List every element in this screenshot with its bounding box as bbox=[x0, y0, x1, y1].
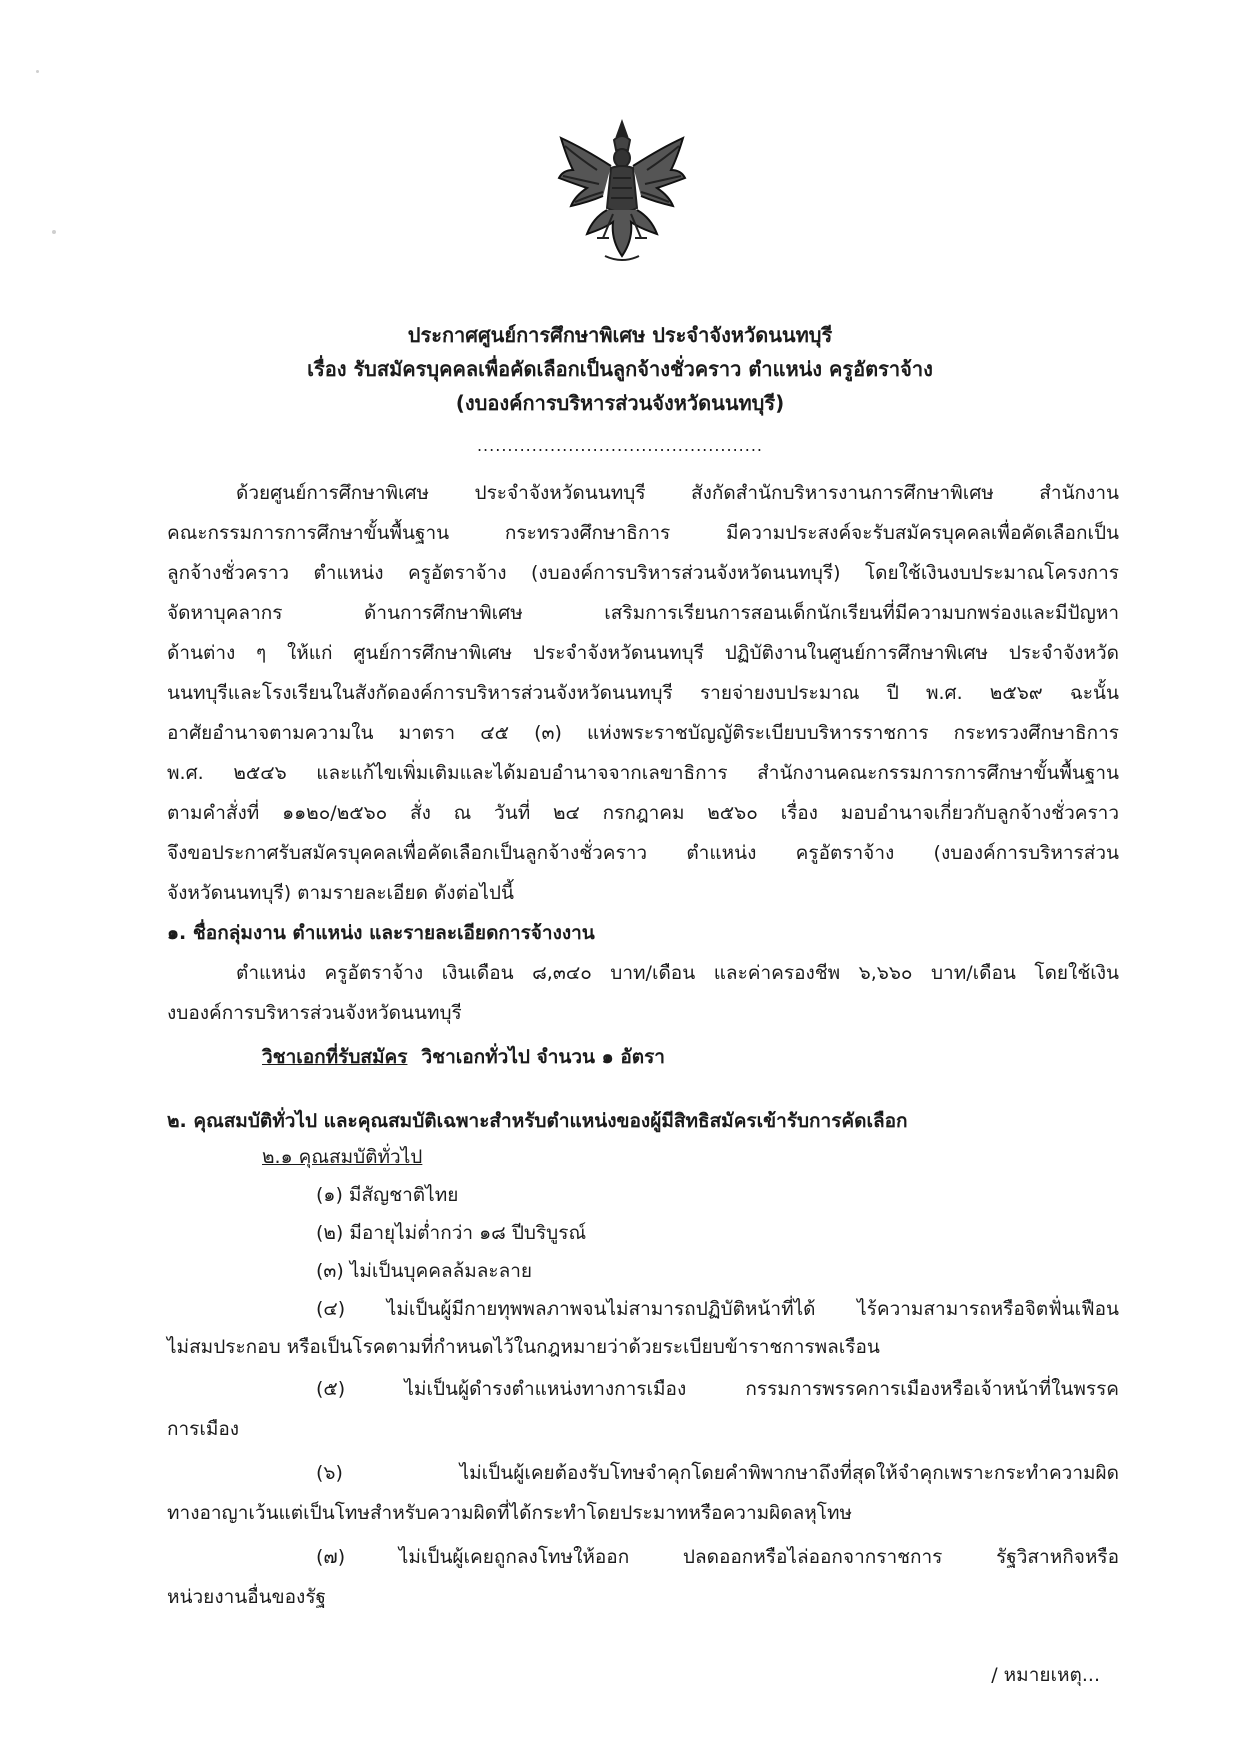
section1-salary-line: ตำแหน่ง ครูอัตราจ้าง เงินเดือน ๘,๓๔๐ บาท/เดือน และค่าครองชีพ ๖,๖๖๐ บาท/เดือน โดยใช้เงิน bbox=[236, 962, 1119, 984]
section1-budget-line: งบองค์การบริหารส่วนจังหวัดนนทบุรี bbox=[167, 1002, 462, 1024]
qualification-item-continued: ไม่สมประกอบ หรือเป็นโรคตามที่กำหนดไว้ในกฎหมายว่าด้วยระเบียบข้าราชการพลเรือน bbox=[167, 1336, 880, 1358]
subject-label: วิชาเอกที่รับสมัคร bbox=[262, 1046, 408, 1068]
section1-subject-row bbox=[262, 1040, 665, 1074]
intro-line: ด้วยศูนย์การศึกษาพิเศษ ประจำจังหวัดนนทบุรี สังกัดสำนักบริหารงานการศึกษาพิเศษ สำนักงาน bbox=[236, 482, 1119, 504]
title-separator: ............................................... bbox=[476, 436, 764, 455]
intro-line: พ.ศ. ๒๕๔๖ และแก้ไขเพิ่มเติมและได้มอบอำนาจจากเลขาธิการ สำนักงานคณะกรรมการการศึกษาขั้นพื้นฐาน bbox=[167, 762, 1119, 784]
intro-line: จึงขอประกาศรับสมัครบุคคลเพื่อคัดเลือกเป็นลูกจ้างชั่วคราว ตำแหน่ง ครูอัตราจ้าง (งบองค์การบริหารส่วน bbox=[167, 842, 1119, 864]
scan-speck bbox=[36, 70, 39, 73]
title-line-1: ประกาศศูนย์การศึกษาพิเศษ ประจำจังหวัดนนทบุรี bbox=[407, 323, 833, 347]
qualification-item: (๖) ไม่เป็นผู้เคยต้องรับโทษจำคุกโดยคำพิพากษาถึงที่สุดให้จำคุกเพราะกระทำความผิด bbox=[316, 1462, 1119, 1484]
intro-line: ลูกจ้างชั่วคราว ตำแหน่ง ครูอัตราจ้าง (งบองค์การบริหารส่วนจังหวัดนนทบุรี) โดยใช้เงินงบประมาณโครงการ bbox=[167, 562, 1119, 584]
intro-line: ตามคำสั่งที่ ๑๑๒๐/๒๕๖๐ สั่ง ณ วันที่ ๒๔ กรกฎาคม ๒๕๖๐ เรื่อง มอบอำนาจเกี่ยวกับลูกจ้างชั่วคราว bbox=[167, 802, 1119, 824]
qualification-item-continued: หน่วยงานอื่นของรัฐ bbox=[167, 1586, 327, 1608]
qualification-item: (๓) ไม่เป็นบุคคลล้มละลาย bbox=[316, 1260, 533, 1282]
intro-line: จัดหาบุคลากร ด้านการศึกษาพิเศษ เสริมการเรียนการสอนเด็กนักเรียนที่มีความบกพร่องและมีปัญหา bbox=[167, 602, 1119, 624]
qualification-item: (๕) ไม่เป็นผู้ดำรงตำแหน่งทางการเมือง กรรมการพรรคการเมืองหรือเจ้าหน้าที่ในพรรค bbox=[316, 1378, 1119, 1400]
intro-line: นนทบุรีและโรงเรียนในสังกัดองค์การบริหารส่วนจังหวัดนนทบุรี รายจ่ายงบประมาณ ปี พ.ศ. ๒๕๖๙ ฉะนั้น bbox=[167, 682, 1119, 704]
subject-value: วิชาเอกทั่วไป จำนวน ๑ อัตรา bbox=[421, 1046, 665, 1068]
scan-speck bbox=[52, 230, 56, 234]
intro-line: คณะกรรมการการศึกษาขั้นพื้นฐาน กระทรวงศึกษาธิการ มีความประสงค์จะรับสมัครบุคคลเพื่อคัดเลือกเป็น bbox=[167, 522, 1119, 544]
qualification-item: (๑) มีสัญชาติไทย bbox=[316, 1184, 459, 1206]
qualification-item-continued: การเมือง bbox=[167, 1418, 240, 1440]
garuda-emblem-icon bbox=[553, 118, 691, 266]
intro-line: อาศัยอำนาจตามความใน มาตรา ๔๕ (๓) แห่งพระราชบัญญัติระเบียบบริหารราชการ กระทรวงศึกษาธิการ bbox=[167, 722, 1119, 744]
qualification-item: (๒) มีอายุไม่ต่ำกว่า ๑๘ ปีบริบูรณ์ bbox=[316, 1222, 587, 1244]
document-title-block bbox=[0, 318, 1240, 420]
title-line-3: (งบองค์การบริหารส่วนจังหวัดนนทบุรี) bbox=[455, 391, 785, 415]
intro-line: ด้านต่าง ๆ ให้แก่ ศูนย์การศึกษาพิเศษ ประจำจังหวัดนนทบุรี ปฏิบัติงานในศูนย์การศึกษาพิเศษ ประจำจังหวัด bbox=[167, 642, 1119, 664]
qualification-item: (๗) ไม่เป็นผู้เคยถูกลงโทษให้ออก ปลดออกหรือไล่ออกจากราชการ รัฐวิสาหกิจหรือ bbox=[316, 1546, 1119, 1568]
title-line-2: เรื่อง รับสมัครบุคคลเพื่อคัดเลือกเป็นลูกจ้างชั่วคราว ตำแหน่ง ครูอัตราจ้าง bbox=[307, 357, 933, 381]
section1-heading: ๑. ชื่อกลุ่มงาน ตำแหน่ง และรายละเอียดการจ้างงาน bbox=[167, 922, 595, 944]
qualification-item-continued: ทางอาญาเว้นแต่เป็นโทษสำหรับความผิดที่ได้กระทำโดยประมาทหรือความผิดลหุโทษ bbox=[167, 1502, 853, 1524]
intro-line: จังหวัดนนทบุรี) ตามรายละเอียด ดังต่อไปนี้ bbox=[167, 882, 514, 904]
continued-footer: / หมายเหตุ... bbox=[991, 1664, 1100, 1686]
section2-heading: ๒. คุณสมบัติทั่วไป และคุณสมบัติเฉพาะสำหรับตำแหน่งของผู้มีสิทธิสมัครเข้ารับการคัดเลือก bbox=[167, 1110, 908, 1132]
qualification-item: (๔) ไม่เป็นผู้มีกายทุพพลภาพจนไม่สามารถปฏิบัติหน้าที่ได้ ไร้ความสามารถหรือจิตฟั่นเฟือน bbox=[316, 1298, 1119, 1320]
section2-subheading: ๒.๑ คุณสมบัติทั่วไป bbox=[262, 1146, 423, 1168]
